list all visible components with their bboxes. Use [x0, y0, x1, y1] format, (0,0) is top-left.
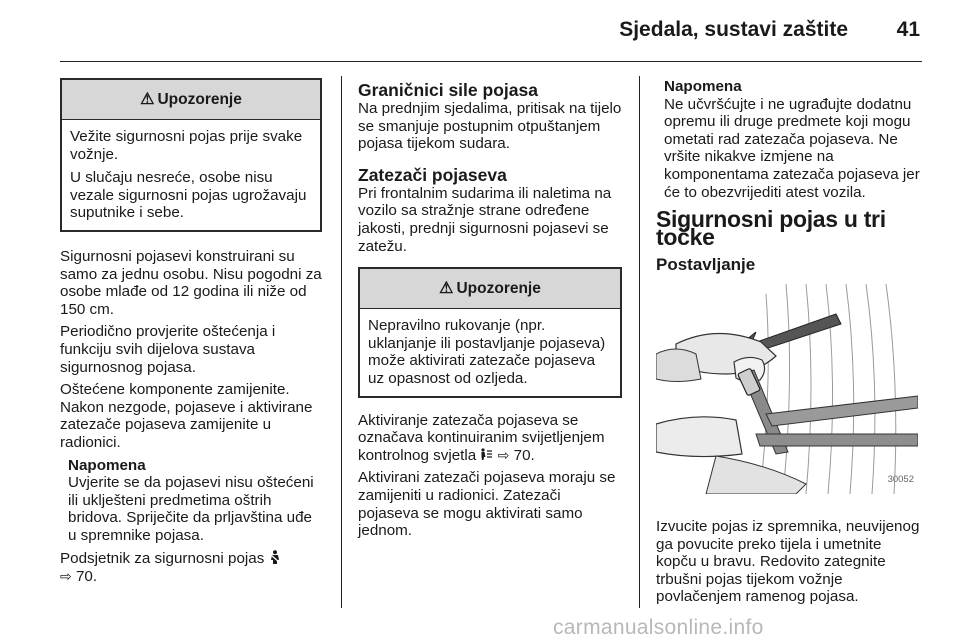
warning-title: Upozorenje [157, 90, 242, 108]
body-paragraph: Sigurnosni pojasevi konstruirani su samo za jednu osobu. Nisu pogodni za osobe mlađe od 12 godina ili niže od 150 cm. [60, 247, 322, 318]
watermark: carmanualsonline.info [553, 616, 764, 639]
activation-text: Aktiviranje zatezača pojaseva se označava kontinuiranim svijetljenjem kontrolnog svjetla [358, 411, 605, 464]
reminder-text: Podsjetnik za sigurnosni pojas [60, 550, 265, 568]
page-reference: 70. [75, 568, 98, 586]
warning-body [62, 120, 320, 230]
activation-paragraph [358, 412, 622, 465]
tensioner-heading: Zatezači pojaseva [358, 164, 507, 185]
warning-paragraph: U slučaju nesreće, osobe nisu vezale sigurnosni pojas ugrožavaju suputnike i sebe. [70, 169, 307, 222]
warning-box [60, 78, 322, 232]
figure-number: 30052 [887, 474, 914, 486]
note-title: Napomena [68, 456, 146, 474]
warning-triangle-icon: ⚠ [439, 279, 454, 297]
warning-triangle-icon: ⚠ [140, 90, 155, 108]
note-text: Uvjerite se da pojasevi nisu oštećeni ili uklješteni predmetima oštrih bridova. Spriječite da prljavština uđe u spremnike pojasa. [68, 474, 314, 544]
instruction-text: Izvucite pojas iz spremnika, neuvijenog ga povucite preko tijela i umetnite kopču u bravu. Redovito zategnite trbušni pojas tijekom vožnje povlačenjem ramenog pojasa. [656, 517, 920, 606]
warning-text: Nepravilno rukovanje (npr. uklanjanje ili postavljanje pojaseva) može aktivirati zatezače pojaseva uz opasnost od ozljeda. [368, 317, 606, 387]
warning-title: Upozorenje [456, 279, 541, 297]
column-2 [358, 78, 622, 545]
warning-box [358, 267, 622, 397]
seatbelt-illustration [656, 284, 918, 494]
tensioner-text: Pri frontalnim sudarima ili naletima na vozilo sa stražnje strane određene jakosti, prednji sigurnosni pojasevi se zatežu. [358, 184, 612, 255]
replace-text: Aktivirani zatezači pojaseva moraju se zamijeniti u radionici. Zatezači pojaseva se mogu aktivirati samo jednom. [358, 469, 616, 540]
page-number: 41 [896, 18, 920, 41]
page-header [60, 14, 922, 62]
limiter-heading: Graničnici sile pojasa [358, 80, 538, 100]
note-title: Napomena [664, 78, 742, 95]
column-1 [60, 78, 322, 591]
warning-body [360, 309, 620, 395]
column-divider-2 [639, 76, 640, 608]
warning-header [360, 269, 620, 309]
reminder-paragraph [60, 550, 322, 585]
note-box [656, 78, 922, 201]
page-reference: 70. [513, 446, 535, 464]
reference-arrow-icon: ⇨ [60, 568, 72, 585]
airbag-indicator-icon [480, 448, 493, 461]
warning-header [62, 80, 320, 120]
seatbelt-person-icon [269, 550, 281, 565]
section-heading: Sigurnosni pojas u tri točke [656, 206, 886, 250]
warning-paragraph: Vežite sigurnosni pojas prije svake vožnje. [70, 128, 303, 163]
column-3 [656, 78, 922, 611]
note-box [60, 457, 322, 545]
body-paragraph: Oštećene komponente zamijenite. Nakon nezgode, pojaseve i aktivirane zatezače pojaseva zamijenite u radionici. [60, 381, 313, 451]
body-paragraph: Periodično provjerite oštećenja i funkciju svih dijelova sustava sigurnosnog pojasa. [60, 323, 276, 376]
seatbelt-drawing [656, 284, 918, 494]
reference-arrow-icon: ⇨ [497, 446, 510, 463]
limiter-text: Na prednjim sjedalima, pritisak na tijelo se smanjuje postupnim otpuštanjem pojasa tijekom sudara. [358, 100, 622, 153]
column-divider-1 [341, 76, 342, 608]
subsection-heading: Postavljanje [656, 255, 756, 275]
header-title: Sjedala, sustavi zaštite [619, 18, 848, 41]
note-text: Ne učvršćujte i ne ugrađujte dodatnu opremu ili druge predmete koji mogu ometati rad zatezača pojaseva. Ne vršite nikakve izmjene na komponentama zatezača pojaseva jer će to obezvrijediti atest vozila. [664, 95, 920, 201]
